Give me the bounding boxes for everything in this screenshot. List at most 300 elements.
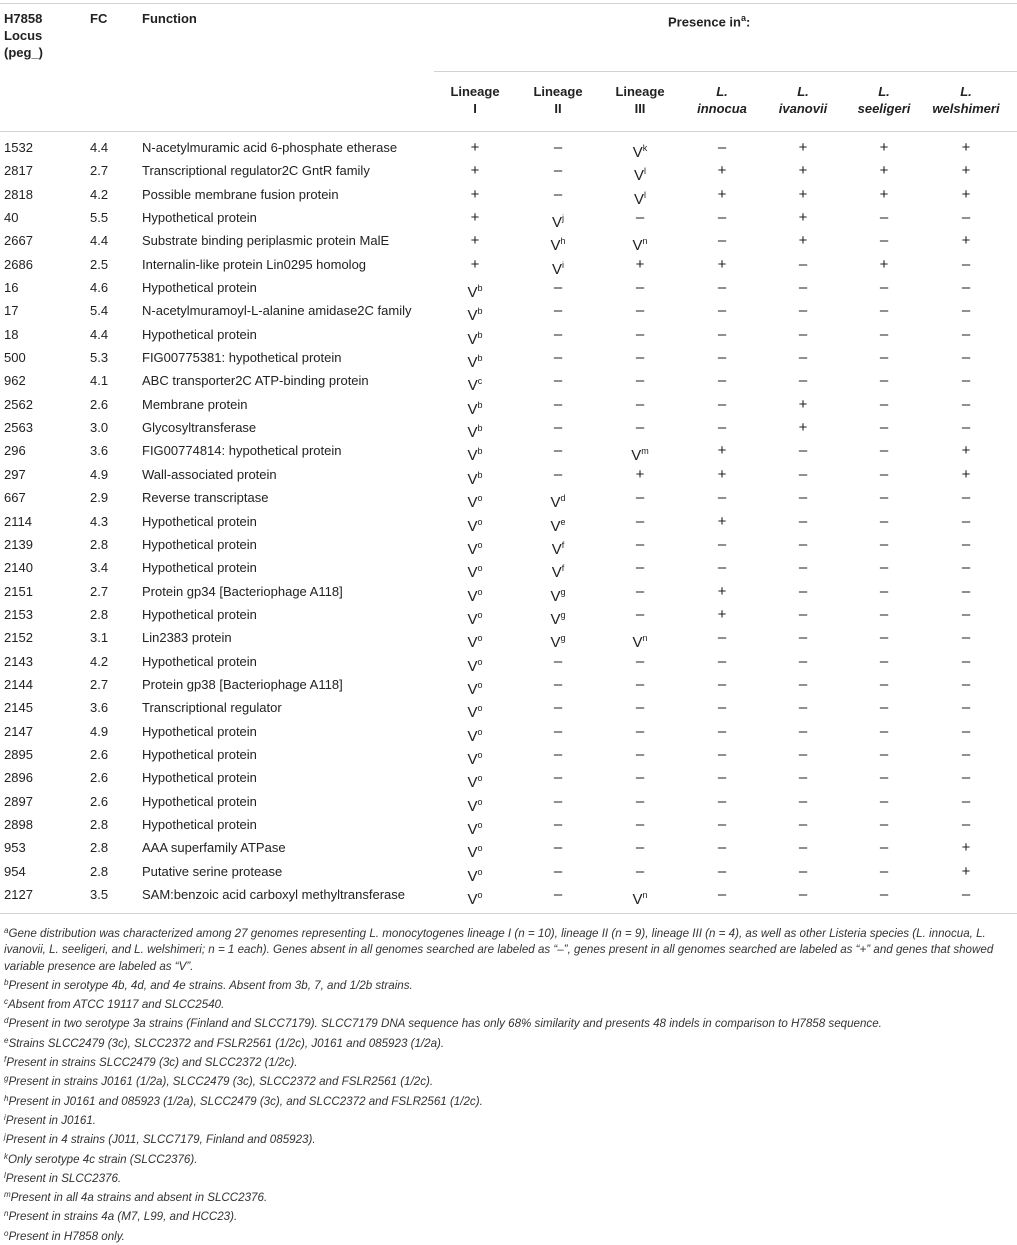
- column-header-line2: II: [554, 101, 562, 116]
- presence-cell: +: [717, 185, 727, 203]
- presence-cell: –: [798, 279, 808, 297]
- locus-cell: 18: [4, 326, 19, 342]
- presence-cell: $V^c$: [467, 376, 483, 395]
- presence-cell: –: [879, 675, 889, 693]
- presence-cell: –: [879, 442, 889, 460]
- table-row: [0, 416, 1017, 442]
- footnote: [4, 1110, 1010, 1129]
- presence-cell: –: [961, 535, 971, 553]
- fc-cell: 4.9: [90, 466, 109, 482]
- locus-cell: 2897: [4, 793, 33, 809]
- presence-cell: –: [798, 722, 808, 740]
- presence-cell: $V^n$: [632, 890, 648, 908]
- presence-cell: –: [879, 325, 889, 343]
- presence-cell: –: [798, 629, 808, 647]
- function-cell: FIG00775381: hypothetical protein: [142, 350, 342, 366]
- table-row: [0, 650, 1017, 673]
- fc-cell: 2.6: [90, 746, 109, 762]
- presence-cell: –: [553, 769, 563, 787]
- column-header-line1: Lineage: [450, 84, 500, 99]
- footnote-mark: e: [4, 1035, 9, 1045]
- function-cell: Membrane protein: [142, 396, 248, 412]
- presence-cell: –: [798, 605, 808, 623]
- locus-cell: 2667: [4, 233, 33, 249]
- fc-cell: 2.8: [90, 536, 109, 552]
- table-row: [0, 253, 1017, 276]
- presence-cell: –: [717, 395, 727, 413]
- column-header-line2: I: [473, 101, 477, 116]
- function-cell: Hypothetical protein: [142, 280, 257, 296]
- column-header-line1: L.: [797, 84, 809, 99]
- function-cell: Hypothetical protein: [142, 536, 257, 552]
- presence-cell: –: [879, 279, 889, 297]
- presence-cell: –: [553, 699, 563, 717]
- presence-cell: –: [717, 792, 727, 810]
- presence-cell: –: [635, 582, 645, 600]
- column-header-3: [601, 83, 679, 117]
- footnote-text: Present in strains J0161 (1/2a), SLCC2479 (3c), SLCC2372 and FSLR2561 (1/2c).: [8, 1075, 434, 1089]
- table-row: [0, 603, 1017, 626]
- footnote-text: Present in J0161 and 085923 (1/2a), SLCC2479 (3c), and SLCC2372 and FSLR2561 (1/2c).: [8, 1094, 483, 1108]
- presence-cell: $V^m$: [631, 446, 649, 465]
- presence-cell: –: [879, 372, 889, 390]
- column-header-line2: ivanovii: [778, 101, 828, 116]
- presence-cell: $V^o$: [467, 843, 483, 862]
- presence-cell: –: [961, 629, 971, 647]
- locus-cell: 667: [4, 490, 26, 506]
- locus-cell: 2153: [4, 606, 33, 622]
- table-row: [0, 276, 1017, 302]
- presence-cell: $V^b$: [467, 306, 483, 325]
- presence-cell: –: [717, 302, 727, 320]
- column-header-2: [519, 83, 597, 117]
- presence-cell: –: [553, 792, 563, 810]
- footnote: [4, 1168, 1010, 1187]
- footnote-mark: l: [4, 1170, 6, 1180]
- presence-cell: –: [961, 675, 971, 693]
- function-cell: Glycosyltransferase: [142, 420, 257, 436]
- fc-cell: 4.4: [90, 140, 109, 155]
- presence-cell: –: [961, 605, 971, 623]
- footnote-mark: k: [4, 1151, 8, 1161]
- function-cell: Hypothetical protein: [142, 513, 257, 529]
- presence-cell: –: [635, 745, 645, 763]
- presence-cell: +: [879, 185, 889, 203]
- presence-cell: +: [961, 232, 971, 250]
- presence-cell: –: [553, 839, 563, 857]
- presence-cell: –: [879, 559, 889, 577]
- presence-cell: –: [879, 395, 889, 413]
- presence-cell: $V^o$: [467, 866, 483, 885]
- presence-cell: –: [961, 489, 971, 507]
- locus-cell: 2139: [4, 536, 33, 552]
- presence-cell: $V^o$: [467, 749, 483, 768]
- function-cell: ABC transporter2C ATP-binding protein: [142, 373, 369, 389]
- presence-cell: $V^o$: [467, 796, 483, 815]
- function-cell: FIG00774814: hypothetical protein: [142, 443, 342, 459]
- locus-cell: 2896: [4, 770, 33, 786]
- table-bottom-rule: [0, 913, 1017, 914]
- table-row: [0, 860, 1017, 883]
- footnote-text: Gene distribution was characterized among 27 genomes representing L. monocytogenes lineage I (n = 10), lineage II (n = 9), lineage III (n = 4), as well as other Listeria species (L. innocua, L. ivanovii, L. seeligeri, and L. welshimeri; n = 1 each). Genes absent in all genomes searched are labeled as “–”, genes present in all genomes searched are labeled as “+” and genes that showed variable presence are labeled as “V”.: [4, 927, 994, 973]
- presence-cell: –: [717, 675, 727, 693]
- header-presence-colon: :: [746, 14, 751, 30]
- footnote-text: Present in serotype 4b, 4d, and 4e strains. Absent from 3b, 7, and 1/2b strains.: [8, 978, 413, 992]
- presence-cell: +: [635, 255, 645, 273]
- footnote: [4, 1226, 1010, 1245]
- presence-cell: –: [717, 722, 727, 740]
- header-locus: [4, 10, 43, 61]
- table-row: [0, 299, 1017, 325]
- fc-cell: 4.1: [90, 373, 109, 389]
- presence-cell: –: [798, 792, 808, 810]
- table-row: [0, 720, 1017, 743]
- locus-cell: 1532: [4, 140, 33, 155]
- presence-cell: +: [717, 465, 727, 483]
- presence-cell: –: [961, 419, 971, 437]
- footnote-text: Present in strains 4a (M7, L99, and HCC23).: [8, 1210, 238, 1224]
- presence-cell: $V^n$: [632, 236, 648, 255]
- footnote-mark: n: [4, 1209, 9, 1219]
- function-cell: Transcriptional regulator2C GntR family: [142, 163, 370, 179]
- function-cell: Hypothetical protein: [142, 560, 257, 576]
- presence-cell: $V^o$: [467, 493, 483, 512]
- presence-cell: –: [879, 535, 889, 553]
- fc-cell: 2.5: [90, 256, 109, 272]
- function-cell: Possible membrane fusion protein: [142, 186, 339, 202]
- presence-cell: +: [717, 442, 727, 460]
- presence-cell: –: [717, 139, 727, 156]
- presence-cell: +: [798, 185, 808, 203]
- presence-cell: –: [798, 862, 808, 880]
- presence-cell: –: [717, 349, 727, 367]
- presence-cell: –: [798, 349, 808, 367]
- function-cell: Hypothetical protein: [142, 770, 257, 786]
- column-header-line1: L.: [878, 84, 890, 99]
- function-cell: N-acetylmuramic acid 6-phosphate etherase: [142, 140, 398, 155]
- presence-cell: –: [879, 512, 889, 530]
- footnotes: [4, 923, 1010, 1245]
- fc-cell: 2.8: [90, 816, 109, 832]
- presence-cell: –: [961, 372, 971, 390]
- presence-cell: –: [798, 512, 808, 530]
- presence-cell: –: [635, 839, 645, 857]
- presence-cell: $V^h$: [550, 236, 566, 255]
- presence-cell: –: [961, 815, 971, 833]
- presence-cell: +: [879, 139, 889, 156]
- footnote-mark: a: [4, 926, 9, 935]
- table-row: [0, 580, 1017, 603]
- column-header-line2: seeligeri: [857, 101, 911, 116]
- footnote: [4, 975, 1010, 994]
- presence-cell: $V^b$: [467, 446, 483, 465]
- footnote-mark: b: [4, 977, 9, 987]
- presence-cell: $V^o$: [467, 563, 483, 582]
- fc-cell: 4.4: [90, 326, 109, 342]
- column-header-1: [436, 83, 514, 117]
- function-cell: Reverse transcriptase: [142, 490, 269, 506]
- presence-cell: –: [717, 535, 727, 553]
- presence-cell: $V^l$: [633, 189, 646, 208]
- footnote-text: Present in all 4a strains and absent in SLCC2376.: [10, 1191, 268, 1205]
- presence-cell: –: [553, 162, 563, 180]
- locus-cell: 40: [4, 210, 19, 226]
- presence-cell: +: [798, 139, 808, 156]
- presence-cell: $V^g$: [550, 586, 566, 605]
- presence-cell: $V^g$: [550, 609, 566, 628]
- footnote-text: Strains SLCC2479 (3c), SLCC2372 and FSLR2561 (1/2c), J0161 and 085923 (1/2a).: [8, 1036, 445, 1050]
- fc-cell: 2.7: [90, 583, 109, 599]
- presence-cell: +: [717, 582, 727, 600]
- presence-cell: $V^o$: [467, 679, 483, 698]
- presence-cell: –: [879, 629, 889, 647]
- column-header-5: [764, 83, 842, 117]
- locus-cell: 500: [4, 350, 26, 366]
- presence-cell: –: [553, 419, 563, 437]
- presence-cell: –: [798, 675, 808, 693]
- presence-cell: +: [961, 139, 971, 156]
- presence-cell: –: [961, 582, 971, 600]
- presence-cell: –: [635, 419, 645, 437]
- table-body: [0, 136, 1017, 906]
- presence-cell: +: [961, 862, 971, 880]
- presence-cell: –: [553, 279, 563, 297]
- column-header-7: [927, 83, 1005, 117]
- footnote: [4, 1149, 1010, 1168]
- presence-cell: –: [553, 372, 563, 390]
- presence-cell: –: [879, 465, 889, 483]
- table-row: [0, 883, 1017, 906]
- function-cell: Hypothetical protein: [142, 210, 257, 226]
- presence-cell: –: [635, 675, 645, 693]
- presence-cell: +: [961, 162, 971, 180]
- presence-cell: +: [717, 162, 727, 180]
- footnote-mark: g: [4, 1074, 9, 1084]
- column-header-line1: L.: [716, 84, 728, 99]
- function-cell: Hypothetical protein: [142, 606, 257, 622]
- function-cell: Hypothetical protein: [142, 816, 257, 832]
- footnote-text: Absent from ATCC 19117 and SLCC2540.: [8, 998, 225, 1012]
- locus-cell: 2898: [4, 816, 33, 832]
- presence-cell: –: [717, 325, 727, 343]
- function-cell: Wall-associated protein: [142, 466, 277, 482]
- presence-cell: –: [717, 862, 727, 880]
- presence-cell: –: [879, 815, 889, 833]
- table-row: [0, 369, 1017, 395]
- presence-cell: –: [717, 652, 727, 670]
- locus-cell: 2895: [4, 746, 33, 762]
- presence-cell: –: [635, 512, 645, 530]
- table-row: [0, 836, 1017, 862]
- presence-cell: $V^j$: [551, 213, 564, 232]
- presence-cell: +: [961, 185, 971, 203]
- locus-cell: 296: [4, 443, 26, 459]
- presence-cell: –: [961, 325, 971, 343]
- footnote-mark: i: [4, 1112, 6, 1122]
- presence-cell: –: [798, 815, 808, 833]
- column-header-6: [845, 83, 923, 117]
- presence-cell: $V^o$: [467, 609, 483, 628]
- fc-cell: 4.4: [90, 233, 109, 249]
- header-function: Function: [142, 11, 197, 26]
- presence-cell: –: [553, 675, 563, 693]
- locus-cell: 297: [4, 466, 26, 482]
- presence-cell: –: [798, 535, 808, 553]
- footnote: [4, 923, 1010, 975]
- presence-cell: –: [553, 185, 563, 203]
- fc-cell: 2.6: [90, 770, 109, 786]
- presence-cell: –: [717, 489, 727, 507]
- presence-cell: –: [635, 769, 645, 787]
- presence-cell: –: [553, 745, 563, 763]
- function-cell: Substrate binding periplasmic protein MalE: [142, 233, 390, 249]
- presence-cell: +: [798, 209, 808, 227]
- presence-cell: –: [717, 419, 727, 437]
- presence-cell: –: [553, 395, 563, 413]
- function-cell: Transcriptional regulator: [142, 700, 282, 716]
- presence-cell: $V^b$: [467, 329, 483, 348]
- presence-cell: $V^k$: [632, 143, 648, 161]
- footnote-text: Only serotype 4c strain (SLCC2376).: [8, 1152, 198, 1166]
- fc-cell: 2.6: [90, 396, 109, 412]
- presence-cell: $V^g$: [550, 633, 566, 652]
- table-row: [0, 439, 1017, 465]
- presence-cell: –: [798, 839, 808, 857]
- presence-cell: –: [961, 395, 971, 413]
- presence-cell: +: [879, 255, 889, 273]
- presence-cell: –: [798, 372, 808, 390]
- presence-cell: –: [879, 489, 889, 507]
- presence-cell: –: [879, 792, 889, 810]
- presence-cell: –: [717, 839, 727, 857]
- presence-cell: –: [798, 302, 808, 320]
- table-row: [0, 183, 1017, 206]
- presence-cell: –: [798, 442, 808, 460]
- header-presence-label: Presence in: [668, 14, 741, 30]
- fc-cell: 3.0: [90, 420, 109, 436]
- presence-cell: +: [798, 162, 808, 180]
- function-cell: Putative serine protease: [142, 863, 283, 879]
- presence-cell: –: [961, 559, 971, 577]
- table-row: [0, 463, 1017, 486]
- presence-cell: $V^f$: [551, 563, 565, 582]
- locus-cell: 2143: [4, 653, 33, 669]
- header-fc: FC: [90, 11, 108, 26]
- footnote-text: Present in two serotype 3a strains (Finland and SLCC7179). SLCC7179 DNA sequence has only 68% similarity and presents 48 indels in comparison to H7858 sequence.: [8, 1017, 882, 1031]
- presence-cell: +: [635, 465, 645, 483]
- column-header-4: [683, 83, 761, 117]
- fc-cell: 2.8: [90, 606, 109, 622]
- presence-cell: –: [553, 465, 563, 483]
- presence-cell: –: [717, 629, 727, 647]
- presence-cell: –: [961, 745, 971, 763]
- presence-cell: –: [717, 745, 727, 763]
- footnote: [4, 1052, 1010, 1071]
- presence-cell: $V^o$: [467, 539, 483, 558]
- column-header-line1: Lineage: [533, 84, 583, 99]
- footnote-text: Present in J0161.: [5, 1113, 97, 1127]
- presence-cell: –: [635, 395, 645, 413]
- presence-cell: –: [553, 302, 563, 320]
- presence-cell: –: [961, 302, 971, 320]
- presence-cell: $V^o$: [467, 586, 483, 605]
- locus-cell: 2562: [4, 396, 33, 412]
- fc-cell: 5.3: [90, 350, 109, 366]
- locus-cell: 962: [4, 373, 26, 389]
- presence-cell: –: [798, 699, 808, 717]
- presence-cell: –: [717, 372, 727, 390]
- presence-cell: –: [553, 862, 563, 880]
- footnote: [4, 1129, 1010, 1148]
- presence-cell: +: [798, 419, 808, 437]
- presence-cell: –: [798, 325, 808, 343]
- presence-cell: –: [879, 582, 889, 600]
- table-row: [0, 510, 1017, 533]
- function-cell: AAA superfamily ATPase: [142, 840, 286, 856]
- presence-group-rule: [434, 71, 1017, 72]
- presence-cell: –: [961, 349, 971, 367]
- locus-cell: 2818: [4, 186, 33, 202]
- header-presence-footnote-mark: a: [741, 13, 747, 23]
- presence-cell: –: [798, 489, 808, 507]
- presence-cell: $V^o$: [467, 890, 483, 908]
- presence-cell: –: [879, 349, 889, 367]
- presence-cell: +: [961, 465, 971, 483]
- presence-cell: –: [717, 232, 727, 250]
- presence-cell: +: [470, 232, 480, 250]
- locus-cell: 2114: [4, 513, 32, 529]
- fc-cell: 5.4: [90, 303, 109, 319]
- presence-cell: –: [635, 535, 645, 553]
- fc-cell: 2.7: [90, 163, 109, 179]
- presence-cell: –: [553, 139, 563, 156]
- presence-cell: –: [717, 769, 727, 787]
- locus-cell: 16: [4, 280, 19, 296]
- footnote-mark: o: [4, 1228, 9, 1238]
- presence-cell: –: [635, 349, 645, 367]
- presence-cell: –: [961, 652, 971, 670]
- header-locus-line1: H7858: [4, 11, 43, 26]
- presence-cell: –: [961, 699, 971, 717]
- fc-cell: 4.9: [90, 723, 109, 739]
- locus-cell: 2144: [4, 676, 33, 692]
- presence-cell: $V^b$: [467, 469, 483, 488]
- header-presence: [668, 10, 750, 30]
- presence-cell: $V^o$: [467, 516, 483, 535]
- presence-cell: –: [961, 722, 971, 740]
- presence-cell: –: [798, 559, 808, 577]
- table-row: [0, 673, 1017, 696]
- table-row: [0, 556, 1017, 582]
- fc-cell: 4.2: [90, 653, 109, 669]
- footnote-mark: f: [4, 1055, 7, 1065]
- table-row: [0, 486, 1017, 512]
- function-cell: Internalin-like protein Lin0295 homolog: [142, 256, 367, 272]
- fc-cell: 4.2: [90, 186, 109, 202]
- locus-cell: 954: [4, 863, 26, 879]
- table-row: [0, 323, 1017, 346]
- footnote-text: Present in 4 strains (J011, SLCC7179, Finland and 085923).: [5, 1133, 316, 1147]
- table-row: [0, 393, 1017, 416]
- function-cell: Hypothetical protein: [142, 326, 257, 342]
- fc-cell: 4.3: [90, 513, 109, 529]
- presence-cell: –: [961, 886, 971, 903]
- fc-cell: 3.6: [90, 443, 109, 459]
- locus-cell: 2140: [4, 560, 33, 576]
- presence-cell: –: [961, 792, 971, 810]
- footnote-text: Present in SLCC2376.: [5, 1171, 122, 1185]
- presence-cell: –: [798, 255, 808, 273]
